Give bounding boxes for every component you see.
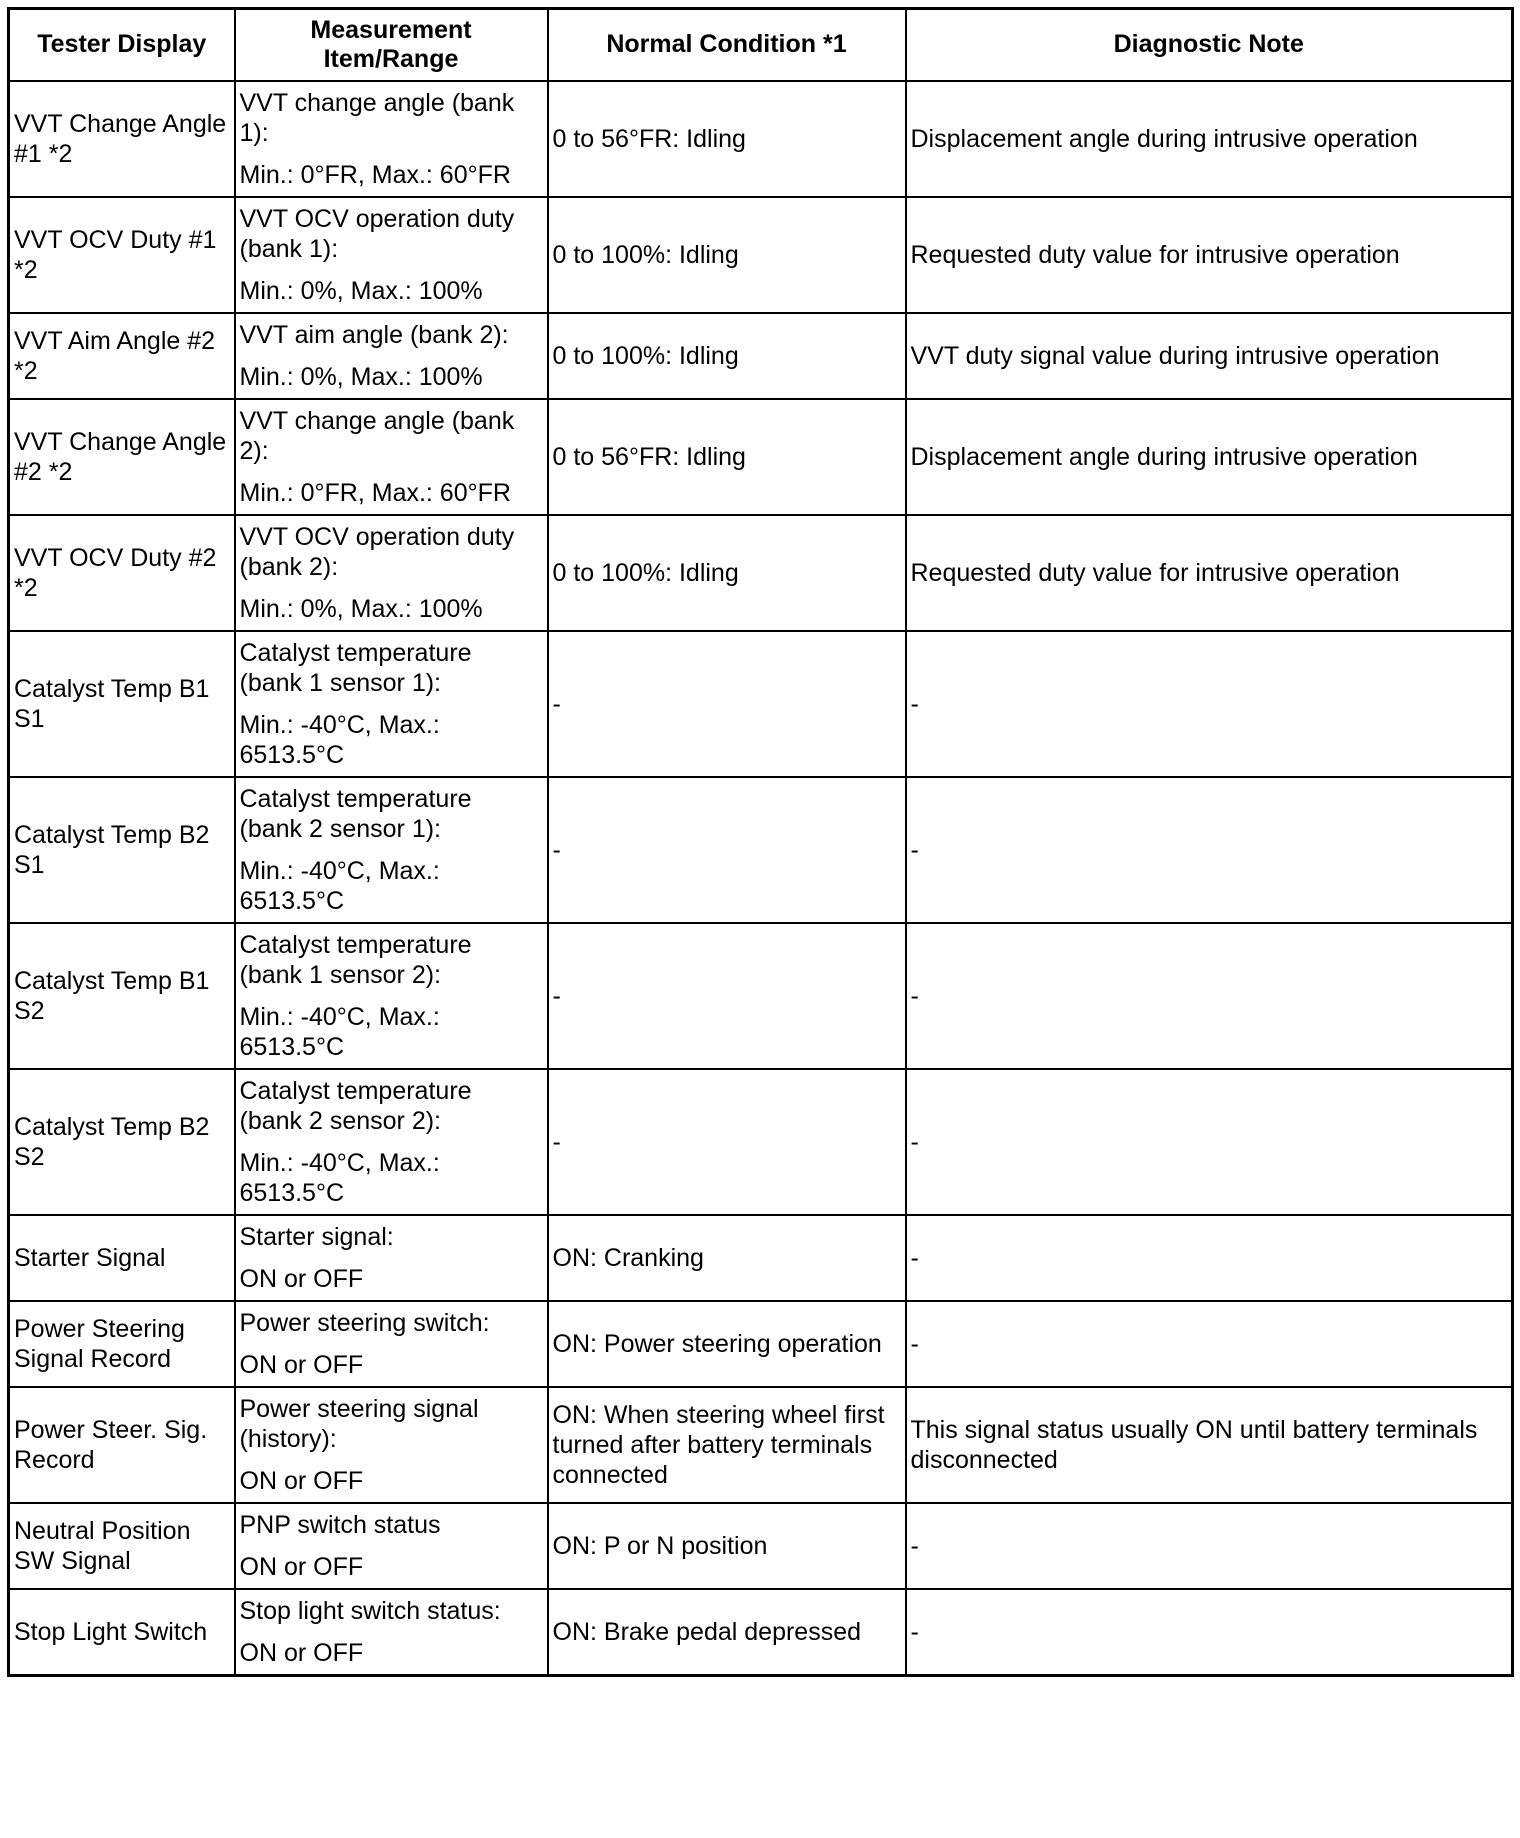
cell-measurement-range bbox=[235, 631, 548, 777]
normal-condition-text: - bbox=[552, 835, 561, 864]
cell-diagnostic-note bbox=[906, 1215, 1513, 1301]
table-row bbox=[9, 399, 1513, 515]
measurement-item-text: VVT change angle (bank 1): bbox=[239, 88, 515, 147]
measurement-range-text: Min.: -40°C, Max.: 6513.5°C bbox=[239, 1148, 440, 1207]
normal-condition-text: 0 to 56°FR: Idling bbox=[552, 442, 746, 471]
normal-condition-text: 0 to 100%: Idling bbox=[552, 240, 739, 269]
cell-diagnostic-note bbox=[906, 81, 1513, 197]
normal-condition-text: ON: Brake pedal depressed bbox=[552, 1617, 862, 1646]
table-row bbox=[9, 1301, 1513, 1387]
cell-tester-display bbox=[9, 1503, 235, 1589]
diagnostic-note-text: - bbox=[910, 1617, 919, 1646]
measurement-item-text: VVT OCV operation duty (bank 2): bbox=[239, 522, 515, 581]
tester-display-text: VVT OCV Duty #1 *2 bbox=[14, 225, 217, 284]
table-header-row bbox=[9, 9, 1513, 81]
tester-display-text: Neutral Position SW Signal bbox=[14, 1516, 191, 1575]
measurement-range-text: Min.: 0%, Max.: 100% bbox=[239, 594, 483, 623]
tester-display-text: Catalyst Temp B1 S2 bbox=[14, 966, 210, 1025]
cell-tester-display bbox=[9, 313, 235, 399]
cell-tester-display bbox=[9, 1589, 235, 1676]
cell-measurement-range bbox=[235, 1069, 548, 1215]
measurement-item-text: Catalyst temperature (bank 2 sensor 1): bbox=[239, 784, 472, 843]
cell-tester-display bbox=[9, 1069, 235, 1215]
tester-display-text: Catalyst Temp B2 S2 bbox=[14, 1112, 210, 1171]
cell-diagnostic-note bbox=[906, 923, 1513, 1069]
diagnostic-note-text: VVT duty signal value during intrusive operation bbox=[910, 341, 1440, 370]
cell-diagnostic-note bbox=[906, 1589, 1513, 1676]
cell-normal-condition bbox=[548, 1215, 906, 1301]
table-body bbox=[9, 81, 1513, 1676]
cell-normal-condition bbox=[548, 197, 906, 313]
cell-diagnostic-note bbox=[906, 313, 1513, 399]
measurement-item-text: VVT change angle (bank 2): bbox=[239, 406, 515, 465]
cell-diagnostic-note bbox=[906, 1069, 1513, 1215]
normal-condition-text: - bbox=[552, 689, 561, 718]
diagnostic-note-text: - bbox=[910, 1243, 919, 1272]
cell-normal-condition bbox=[548, 631, 906, 777]
table-row bbox=[9, 923, 1513, 1069]
cell-normal-condition bbox=[548, 81, 906, 197]
cell-normal-condition bbox=[548, 1387, 906, 1503]
measurement-range-text: Min.: -40°C, Max.: 6513.5°C bbox=[239, 1002, 440, 1061]
cell-diagnostic-note bbox=[906, 777, 1513, 923]
measurement-range-text: ON or OFF bbox=[239, 1638, 364, 1667]
cell-measurement-range bbox=[235, 399, 548, 515]
diagnostic-note-text: - bbox=[910, 981, 919, 1010]
tester-display-text: VVT Change Angle #2 *2 bbox=[14, 427, 227, 486]
cell-diagnostic-note bbox=[906, 631, 1513, 777]
diagnostic-note-text: Displacement angle during intrusive operation bbox=[910, 442, 1418, 471]
cell-tester-display bbox=[9, 1301, 235, 1387]
header-diagnostic-note: Diagnostic Note bbox=[906, 9, 1513, 81]
tester-display-text: VVT Change Angle #1 *2 bbox=[14, 109, 227, 168]
measurement-range-text: Min.: 0%, Max.: 100% bbox=[239, 362, 483, 391]
measurement-range-text: Min.: -40°C, Max.: 6513.5°C bbox=[239, 856, 440, 915]
diagnostic-note-text: - bbox=[910, 689, 919, 718]
measurement-range-text: Min.: 0°FR, Max.: 60°FR bbox=[239, 478, 511, 507]
cell-tester-display bbox=[9, 399, 235, 515]
table-row bbox=[9, 777, 1513, 923]
cell-measurement-range bbox=[235, 197, 548, 313]
cell-normal-condition bbox=[548, 399, 906, 515]
diagnostic-note-text: - bbox=[910, 1531, 919, 1560]
cell-normal-condition bbox=[548, 1301, 906, 1387]
diagnostic-note-text: - bbox=[910, 1329, 919, 1358]
measurement-item-text: Starter signal: bbox=[239, 1222, 394, 1251]
measurement-range-text: ON or OFF bbox=[239, 1552, 364, 1581]
cell-tester-display bbox=[9, 631, 235, 777]
tester-display-text: Catalyst Temp B2 S1 bbox=[14, 820, 210, 879]
diagnostic-note-text: Requested duty value for intrusive operation bbox=[910, 558, 1400, 587]
table-row bbox=[9, 515, 1513, 631]
normal-condition-text: - bbox=[552, 981, 561, 1010]
cell-tester-display bbox=[9, 81, 235, 197]
cell-measurement-range bbox=[235, 777, 548, 923]
cell-diagnostic-note bbox=[906, 399, 1513, 515]
measurement-item-text: PNP switch status bbox=[239, 1510, 441, 1539]
table-row bbox=[9, 313, 1513, 399]
cell-diagnostic-note bbox=[906, 197, 1513, 313]
measurement-range-text: Min.: 0°FR, Max.: 60°FR bbox=[239, 160, 511, 189]
cell-measurement-range bbox=[235, 1589, 548, 1676]
measurement-range-text: ON or OFF bbox=[239, 1466, 364, 1495]
normal-condition-text: 0 to 56°FR: Idling bbox=[552, 124, 746, 153]
normal-condition-text: ON: When steering wheel first turned after battery terminals connected bbox=[552, 1400, 885, 1489]
table-row bbox=[9, 1069, 1513, 1215]
cell-normal-condition bbox=[548, 923, 906, 1069]
normal-condition-text: ON: Cranking bbox=[552, 1243, 704, 1272]
cell-diagnostic-note bbox=[906, 1387, 1513, 1503]
cell-normal-condition bbox=[548, 1503, 906, 1589]
normal-condition-text: ON: P or N position bbox=[552, 1531, 768, 1560]
measurement-item-text: Catalyst temperature (bank 1 sensor 2): bbox=[239, 930, 472, 989]
cell-diagnostic-note bbox=[906, 1301, 1513, 1387]
cell-tester-display bbox=[9, 777, 235, 923]
tester-display-text: Starter Signal bbox=[14, 1243, 166, 1272]
cell-measurement-range bbox=[235, 515, 548, 631]
cell-measurement-range bbox=[235, 313, 548, 399]
tester-display-text: Power Steer. Sig. Record bbox=[14, 1415, 208, 1474]
cell-measurement-range bbox=[235, 81, 548, 197]
cell-measurement-range bbox=[235, 1215, 548, 1301]
tester-display-text: Stop Light Switch bbox=[14, 1617, 208, 1646]
document-page bbox=[7, 7, 1511, 1677]
tester-display-text: Power Steering Signal Record bbox=[14, 1314, 185, 1373]
normal-condition-text: 0 to 100%: Idling bbox=[552, 341, 739, 370]
cell-diagnostic-note bbox=[906, 1503, 1513, 1589]
measurement-range-text: ON or OFF bbox=[239, 1350, 364, 1379]
cell-tester-display bbox=[9, 515, 235, 631]
measurement-item-text: VVT aim angle (bank 2): bbox=[239, 320, 509, 349]
table-row bbox=[9, 81, 1513, 197]
cell-measurement-range bbox=[235, 1503, 548, 1589]
cell-measurement-range bbox=[235, 1301, 548, 1387]
cell-normal-condition bbox=[548, 1069, 906, 1215]
header-measurement: Measurement Item/Range bbox=[235, 9, 548, 81]
measurement-item-text: Stop light switch status: bbox=[239, 1596, 501, 1625]
cell-diagnostic-note bbox=[906, 515, 1513, 631]
data-list-table bbox=[7, 7, 1514, 1677]
cell-tester-display bbox=[9, 197, 235, 313]
table-row bbox=[9, 1387, 1513, 1503]
table-row bbox=[9, 197, 1513, 313]
normal-condition-text: ON: Power steering operation bbox=[552, 1329, 882, 1358]
table-row bbox=[9, 631, 1513, 777]
normal-condition-text: - bbox=[552, 1127, 561, 1156]
measurement-range-text: Min.: 0%, Max.: 100% bbox=[239, 276, 483, 305]
diagnostic-note-text: Displacement angle during intrusive operation bbox=[910, 124, 1418, 153]
measurement-item-text: Catalyst temperature (bank 2 sensor 2): bbox=[239, 1076, 472, 1135]
cell-tester-display bbox=[9, 923, 235, 1069]
table-row bbox=[9, 1215, 1513, 1301]
tester-display-text: VVT Aim Angle #2 *2 bbox=[14, 326, 216, 385]
header-normal-condition: Normal Condition *1 bbox=[548, 9, 906, 81]
measurement-item-text: Power steering signal (history): bbox=[239, 1394, 479, 1453]
diagnostic-note-text: - bbox=[910, 1127, 919, 1156]
normal-condition-text: 0 to 100%: Idling bbox=[552, 558, 739, 587]
cell-normal-condition bbox=[548, 313, 906, 399]
diagnostic-note-text: This signal status usually ON until battery terminals disconnected bbox=[910, 1415, 1478, 1474]
tester-display-text: Catalyst Temp B1 S1 bbox=[14, 674, 210, 733]
measurement-range-text: ON or OFF bbox=[239, 1264, 364, 1293]
cell-tester-display bbox=[9, 1387, 235, 1503]
table-row bbox=[9, 1503, 1513, 1589]
table-row bbox=[9, 1589, 1513, 1676]
tester-display-text: VVT OCV Duty #2 *2 bbox=[14, 543, 217, 602]
cell-normal-condition bbox=[548, 515, 906, 631]
measurement-item-text: Catalyst temperature (bank 1 sensor 1): bbox=[239, 638, 472, 697]
header-tester-display: Tester Display bbox=[9, 9, 235, 81]
diagnostic-note-text: Requested duty value for intrusive operation bbox=[910, 240, 1400, 269]
measurement-item-text: Power steering switch: bbox=[239, 1308, 490, 1337]
cell-normal-condition bbox=[548, 777, 906, 923]
cell-measurement-range bbox=[235, 1387, 548, 1503]
cell-measurement-range bbox=[235, 923, 548, 1069]
measurement-item-text: VVT OCV operation duty (bank 1): bbox=[239, 204, 515, 263]
cell-normal-condition bbox=[548, 1589, 906, 1676]
cell-tester-display bbox=[9, 1215, 235, 1301]
diagnostic-note-text: - bbox=[910, 835, 919, 864]
measurement-range-text: Min.: -40°C, Max.: 6513.5°C bbox=[239, 710, 440, 769]
